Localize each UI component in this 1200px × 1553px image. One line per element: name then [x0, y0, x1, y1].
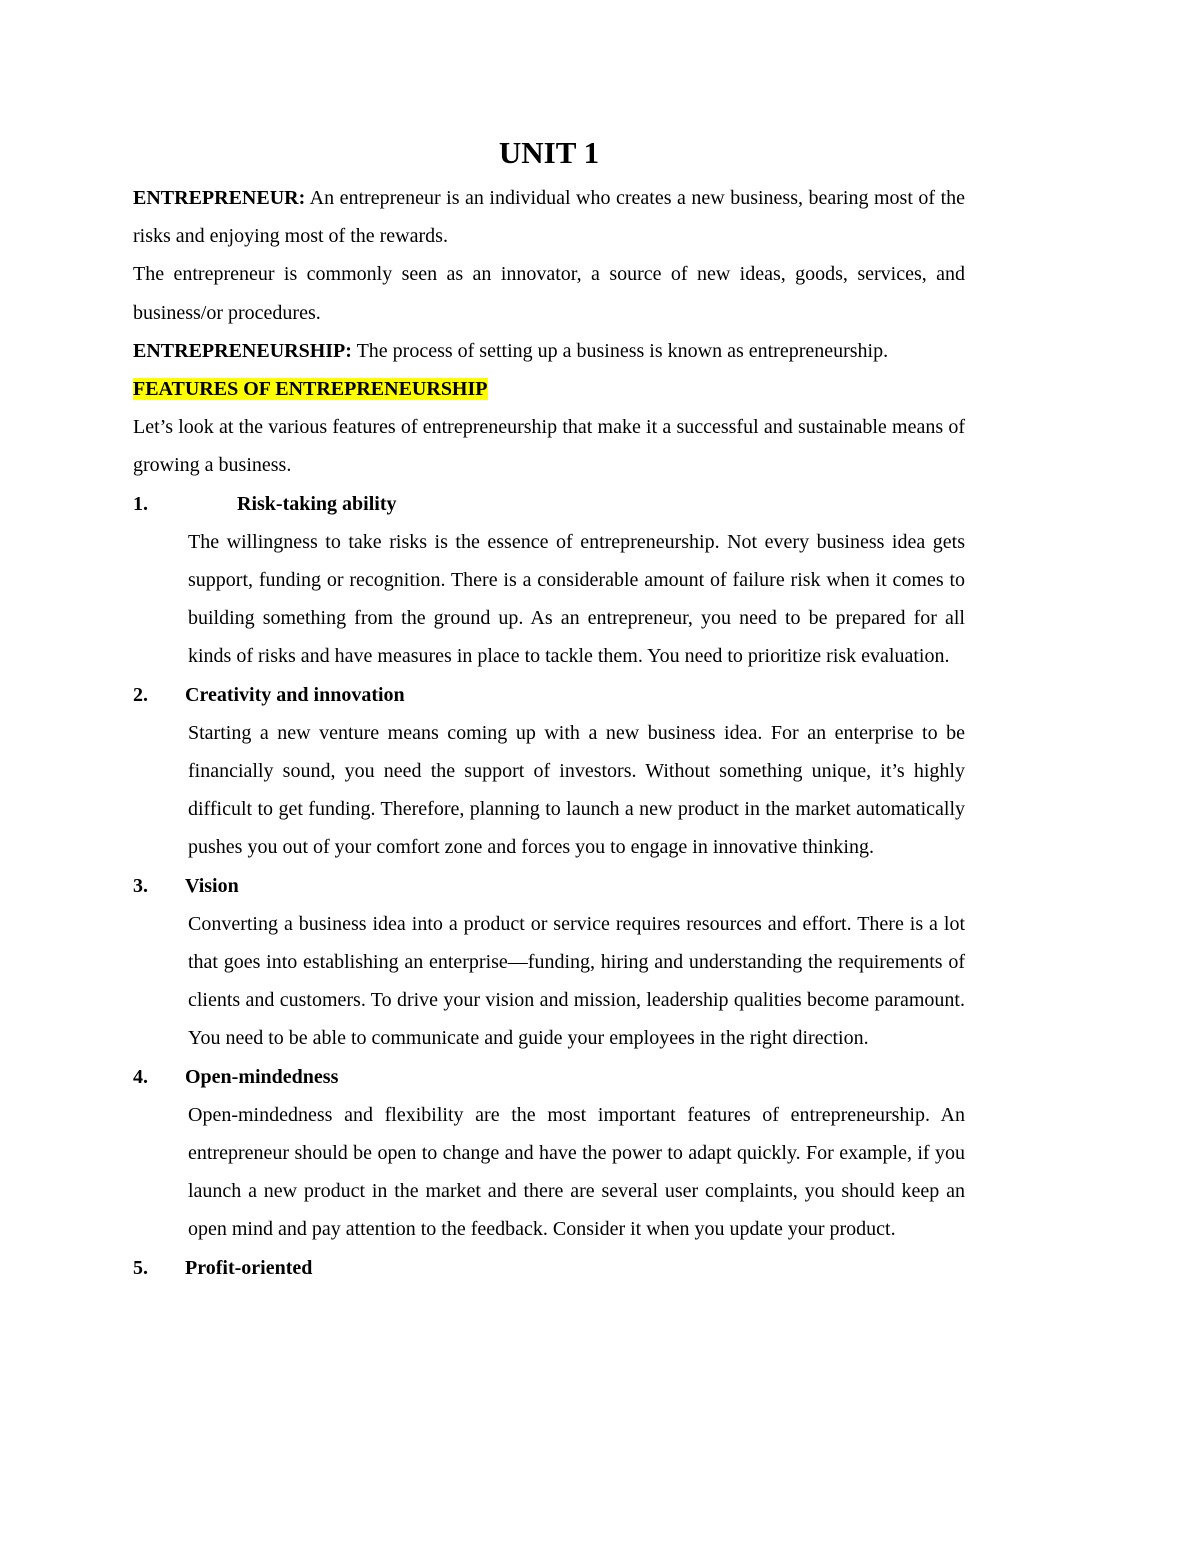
page-title: UNIT 1: [498, 135, 600, 170]
feature-heading: [133, 1249, 965, 1287]
entrepreneur-definition-text: An entrepreneur is an individual who creates a new business, bearing most of the risks and enjoying most of the rewards.: [133, 187, 966, 248]
entrepreneurship-definition: [133, 332, 965, 370]
features-intro: Let’s look at the various features of entrepreneurship that make it a successful and sustainable means of growing a business.: [133, 416, 965, 477]
features-heading-line: [133, 370, 965, 408]
entrepreneur-innovator-paragraph: The entrepreneur is commonly seen as an innovator, a source of new ideas, goods, services, and business/or procedures.: [133, 263, 965, 324]
feature-body: Starting a new venture means coming up with a new business idea. For an enterprise to be financially sound, you need the support of investors. Without something unique, it’s highly difficult to get funding. Therefore, planning to launch a new product in the market automatically pushes you out of your comfort zone and forces you to engage in innovative thinking.: [188, 721, 965, 859]
entrepreneurship-definition-text: The process of setting up a business is known as entrepreneurship.: [356, 339, 889, 362]
feature-number: 2.: [133, 683, 148, 706]
feature-title: Vision: [185, 874, 239, 897]
feature-number: 4.: [133, 1065, 148, 1088]
feature-heading: [133, 676, 965, 714]
feature-heading: [133, 1058, 965, 1096]
feature-heading: [133, 485, 965, 523]
feature-number: 1.: [133, 492, 148, 515]
entrepreneurship-term: ENTREPRENEURSHIP:: [133, 339, 352, 362]
feature-title: Risk-taking ability: [237, 492, 397, 515]
feature-body: Open-mindedness and flexibility are the most important features of entrepreneurship. An entrepreneur should be open to change and have the power to adapt quickly. For example, if you launch a new product in the market and there are several user complaints, you should keep an open mind and pay attention to the feedback. Consider it when you update your product.: [188, 1103, 965, 1241]
feature-number: 5.: [133, 1256, 148, 1279]
feature-title: Open-mindedness: [185, 1065, 339, 1088]
feature-body: The willingness to take risks is the essence of entrepreneurship. Not every business idea gets support, funding or recognition. There is a considerable amount of failure risk when it comes to building something from the ground up. As an entrepreneur, you need to be prepared for all kinds of risks and have measures in place to tackle them. You need to prioritize risk evaluation.: [188, 530, 965, 668]
feature-heading: [133, 867, 965, 905]
features-heading: FEATURES OF ENTREPRENEURSHIP: [133, 378, 488, 401]
document-page: [133, 132, 965, 1287]
entrepreneur-term: ENTREPRENEUR:: [133, 187, 306, 209]
feature-title: Creativity and innovation: [185, 683, 405, 706]
feature-body: Converting a business idea into a product or service requires resources and effort. There is a lot that goes into establishing an enterprise—funding, hiring and understanding the requirements of clients and customers. To drive your vision and mission, leadership qualities become paramount. You need to be able to communicate and guide your employees in the right direction.: [188, 912, 965, 1050]
entrepreneur-definition: [133, 179, 965, 255]
feature-title: Profit-oriented: [185, 1256, 313, 1279]
feature-number: 3.: [133, 874, 148, 897]
